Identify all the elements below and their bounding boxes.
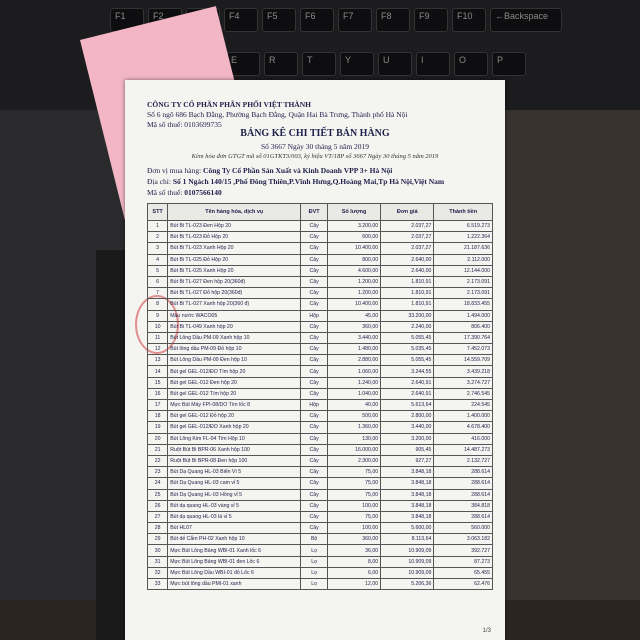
row-quantity: 500,00 bbox=[327, 411, 380, 422]
row-quantity: 100,00 bbox=[327, 523, 380, 534]
keyboard-key: F9 bbox=[414, 8, 448, 32]
row-item-name: Bút Bi TL-025 Đỏ Hộp 20 bbox=[168, 254, 301, 265]
row-item-name: Bút Dạ Quang HL-03 Hồng vỉ 5 bbox=[168, 489, 301, 500]
row-unit: Cây bbox=[301, 332, 328, 343]
table-row bbox=[148, 366, 493, 377]
row-amount: 2.173.091 bbox=[434, 276, 493, 287]
row-quantity: 10.400,00 bbox=[327, 243, 380, 254]
row-unit: Lọ bbox=[301, 556, 328, 567]
row-unit-price: 10.909,09 bbox=[381, 556, 434, 567]
row-unit-price: 10.909,09 bbox=[381, 545, 434, 556]
keyboard-key: F8 bbox=[376, 8, 410, 32]
row-unit-price: 2.037,27 bbox=[381, 243, 434, 254]
table-row bbox=[148, 344, 493, 355]
row-unit-price: 1.810,91 bbox=[381, 299, 434, 310]
sales-detail-sheet bbox=[125, 80, 505, 640]
desk-surface bbox=[490, 110, 640, 640]
table-row bbox=[148, 444, 493, 455]
invoice-reference: Kèm hóa đơn GTGT mã số 01GTKT3/003, ký hiệu VT/18P số 3667 Ngày 30 tháng 5 năm 2019 bbox=[191, 153, 439, 160]
row-unit-price: 2.037,27 bbox=[381, 232, 434, 243]
row-amount: 3.274.727 bbox=[434, 377, 493, 388]
row-unit: Cây bbox=[301, 366, 328, 377]
row-item-name: Bút gel GEL-012 Đỏ hộp 20 bbox=[168, 411, 301, 422]
row-amount: 2.746.545 bbox=[434, 388, 493, 399]
row-unit: Cây bbox=[301, 355, 328, 366]
row-stt: 7 bbox=[148, 288, 168, 299]
row-amount: 4.678.400 bbox=[434, 422, 493, 433]
row-amount: 288.614 bbox=[434, 478, 493, 489]
row-unit: Hộp bbox=[301, 400, 328, 411]
table-row bbox=[148, 579, 493, 590]
row-amount: 7.452.073 bbox=[434, 344, 493, 355]
row-stt: 6 bbox=[148, 276, 168, 287]
table-row bbox=[148, 243, 493, 254]
row-item-name: Bút Lông Kim FL-04 Tím Hộp 10 bbox=[168, 433, 301, 444]
keyboard-key: P bbox=[492, 52, 526, 76]
row-stt: 22 bbox=[148, 455, 168, 466]
row-item-name: Bút Lông Dầu PM-09 Đen hộp 10 bbox=[168, 355, 301, 366]
row-item-name: Bút gel GEL-012 Đen hộp 20 bbox=[168, 377, 301, 388]
table-row bbox=[148, 433, 493, 444]
row-quantity: 12,00 bbox=[327, 579, 380, 590]
document-title: BẢNG KÊ CHI TIẾT BÁN HÀNG bbox=[240, 128, 390, 139]
row-amount: 2.173.091 bbox=[434, 288, 493, 299]
table-row bbox=[148, 377, 493, 388]
table-row bbox=[148, 388, 493, 399]
row-stt: 27 bbox=[148, 511, 168, 522]
row-quantity: 1.060,00 bbox=[327, 366, 380, 377]
row-stt: 25 bbox=[148, 489, 168, 500]
row-amount: 62.476 bbox=[434, 579, 493, 590]
row-unit: Cây bbox=[301, 221, 328, 232]
row-unit: Cây bbox=[301, 523, 328, 534]
row-unit: Cây bbox=[301, 511, 328, 522]
row-quantity: 6,00 bbox=[327, 567, 380, 578]
row-quantity: 2.300,00 bbox=[327, 455, 380, 466]
row-unit-price: 2.640,91 bbox=[381, 377, 434, 388]
row-unit: Cây bbox=[301, 344, 328, 355]
row-quantity: 36,00 bbox=[327, 545, 380, 556]
row-unit-price: 2.240,00 bbox=[381, 321, 434, 332]
table-header-row bbox=[148, 204, 493, 221]
row-amount: 224.545 bbox=[434, 400, 493, 411]
row-item-name: Bút Bi TL-023 Đen Hộp 20 bbox=[168, 221, 301, 232]
row-stt: 17 bbox=[148, 400, 168, 411]
table-row bbox=[148, 534, 493, 545]
row-unit-price: 1.810,91 bbox=[381, 288, 434, 299]
row-unit: Cây bbox=[301, 388, 328, 399]
row-stt: 20 bbox=[148, 433, 168, 444]
row-stt: 29 bbox=[148, 534, 168, 545]
row-item-name: Mực Bút Máy FPI-08/DO Tím lốc 8 bbox=[168, 400, 301, 411]
table-row bbox=[148, 310, 493, 321]
keyboard-key: F4 bbox=[224, 8, 258, 32]
buyer-unit-name: Công Ty Cổ Phần Sản Xuất và Kinh Doanh VPP 3+ Hà Nội bbox=[203, 166, 393, 175]
company-address: Số 6 ngõ 686 Bạch Đằng, Phường Bạch Đằng, Quận Hai Bà Trưng, Thành phố Hà Nội bbox=[147, 110, 408, 119]
table-row bbox=[148, 232, 493, 243]
row-unit: Hộp bbox=[301, 310, 328, 321]
row-item-name: Bút lông dầu PM-09 Đỏ hộp 10 bbox=[168, 344, 301, 355]
row-amount: 384.818 bbox=[434, 500, 493, 511]
row-amount: 17.390.764 bbox=[434, 332, 493, 343]
row-unit-price: 2.800,00 bbox=[381, 411, 434, 422]
table-row bbox=[148, 422, 493, 433]
col-header-name: Tên hàng hóa, dịch vụ bbox=[168, 204, 301, 221]
row-unit-price: 2.640,00 bbox=[381, 265, 434, 276]
row-unit-price: 3.848,18 bbox=[381, 467, 434, 478]
row-unit: Cây bbox=[301, 243, 328, 254]
table-row bbox=[148, 489, 493, 500]
table-row bbox=[148, 288, 493, 299]
row-unit-price: 927,27 bbox=[381, 455, 434, 466]
row-amount: 1.494.000 bbox=[434, 310, 493, 321]
row-quantity: 4.600,00 bbox=[327, 265, 380, 276]
row-amount: 288.614 bbox=[434, 467, 493, 478]
table-row bbox=[148, 276, 493, 287]
col-header-quantity: Số lượng bbox=[327, 204, 380, 221]
col-header-unit: ĐVT bbox=[301, 204, 328, 221]
row-unit: Lọ bbox=[301, 579, 328, 590]
row-unit: Cây bbox=[301, 467, 328, 478]
row-stt: 3 bbox=[148, 243, 168, 254]
row-quantity: 3.200,00 bbox=[327, 221, 380, 232]
row-unit-price: 2.037,27 bbox=[381, 221, 434, 232]
row-amount: 21.187.636 bbox=[434, 243, 493, 254]
col-header-stt: STT bbox=[148, 204, 168, 221]
row-quantity: 75,00 bbox=[327, 478, 380, 489]
row-stt: 15 bbox=[148, 377, 168, 388]
row-stt: 14 bbox=[148, 366, 168, 377]
row-stt: 30 bbox=[148, 545, 168, 556]
document-number-date: Số 3667 Ngày 30 tháng 5 năm 2019 bbox=[260, 142, 370, 151]
row-quantity: 75,00 bbox=[327, 467, 380, 478]
row-stt: 1 bbox=[148, 221, 168, 232]
row-quantity: 75,00 bbox=[327, 489, 380, 500]
row-unit: Cây bbox=[301, 500, 328, 511]
buyer-address-label: Địa chỉ: bbox=[147, 177, 171, 186]
row-unit: Cây bbox=[301, 276, 328, 287]
row-item-name: Bút Dạ Quang HL-03 Biển Vì 5 bbox=[168, 467, 301, 478]
table-row bbox=[148, 556, 493, 567]
row-unit: Lọ bbox=[301, 567, 328, 578]
row-amount: 288.614 bbox=[434, 489, 493, 500]
row-item-name: Bút Bi TL-027 Đen hộp 20(360đ) bbox=[168, 276, 301, 287]
row-quantity: 10.400,00 bbox=[327, 299, 380, 310]
row-item-name: Bút Dạ Quang HL-03 cam vỉ 5 bbox=[168, 478, 301, 489]
row-item-name: Mực Bút Lông Bảng WBI-01 Xanh lốc 6 bbox=[168, 545, 301, 556]
row-unit-price: 3.848,18 bbox=[381, 511, 434, 522]
row-unit: Cây bbox=[301, 288, 328, 299]
row-stt: 9 bbox=[148, 310, 168, 321]
row-amount: 12.144.000 bbox=[434, 265, 493, 276]
row-amount: 87.273 bbox=[434, 556, 493, 567]
row-unit-price: 3.200,00 bbox=[381, 433, 434, 444]
row-stt: 23 bbox=[148, 467, 168, 478]
row-unit: Cây bbox=[301, 478, 328, 489]
keyboard-key: U bbox=[378, 52, 412, 76]
table-row bbox=[148, 321, 493, 332]
keyboard-key: E bbox=[226, 52, 260, 76]
buyer-unit-label: Đơn vị mua hàng: bbox=[147, 166, 202, 175]
col-header-amount: Thành tiền bbox=[434, 204, 493, 221]
keyboard-key: ←Backspace bbox=[490, 8, 562, 32]
row-unit: Cây bbox=[301, 321, 328, 332]
row-quantity: 40,00 bbox=[327, 400, 380, 411]
row-amount: 3.063.182 bbox=[434, 534, 493, 545]
keyboard-key: R bbox=[264, 52, 298, 76]
keyboard-key: F1 bbox=[110, 8, 144, 32]
row-unit-price: 8.113,64 bbox=[381, 534, 434, 545]
table-row bbox=[148, 523, 493, 534]
table-row bbox=[148, 221, 493, 232]
row-unit: Cây bbox=[301, 265, 328, 276]
row-amount: 3.439.218 bbox=[434, 366, 493, 377]
row-item-name: Bút dạ quang HL-03 vàng vỉ 5 bbox=[168, 500, 301, 511]
company-tax-code: Mã số thuế: 0103699735 bbox=[147, 120, 222, 129]
row-stt: 31 bbox=[148, 556, 168, 567]
keyboard-key: Y bbox=[340, 52, 374, 76]
table-row bbox=[148, 400, 493, 411]
row-unit: Bộ bbox=[301, 534, 328, 545]
row-item-name: Bút gel GEL-012/ĐO Tím hộp 20 bbox=[168, 366, 301, 377]
table-row bbox=[148, 467, 493, 478]
keyboard-key: F7 bbox=[338, 8, 372, 32]
buyer-tax-code: 0107566140 bbox=[184, 188, 222, 197]
row-quantity: 45,00 bbox=[327, 310, 380, 321]
row-stt: 21 bbox=[148, 444, 168, 455]
buyer-tax-label: Mã số thuế: bbox=[147, 188, 183, 197]
row-stt: 8 bbox=[148, 299, 168, 310]
table-row bbox=[148, 567, 493, 578]
items-table bbox=[147, 203, 493, 590]
row-item-name: Bút HL07 bbox=[168, 523, 301, 534]
row-stt: 10 bbox=[148, 321, 168, 332]
keyboard-key: T bbox=[302, 52, 336, 76]
table-row bbox=[148, 332, 493, 343]
row-unit-price: 3.440,00 bbox=[381, 422, 434, 433]
row-item-name: Ruột Bút Bi BPR-06 Xanh hộp 100 bbox=[168, 444, 301, 455]
table-row bbox=[148, 511, 493, 522]
row-unit: Lọ bbox=[301, 545, 328, 556]
row-quantity: 2.880,00 bbox=[327, 355, 380, 366]
keyboard-key: I bbox=[416, 52, 450, 76]
row-quantity: 1.200,00 bbox=[327, 288, 380, 299]
row-quantity: 360,00 bbox=[327, 321, 380, 332]
row-unit-price: 3.848,18 bbox=[381, 500, 434, 511]
row-stt: 13 bbox=[148, 355, 168, 366]
row-quantity: 360,00 bbox=[327, 534, 380, 545]
row-unit-price: 3.244,55 bbox=[381, 366, 434, 377]
row-unit: Cây bbox=[301, 232, 328, 243]
row-stt: 32 bbox=[148, 567, 168, 578]
row-unit-price: 5.035,45 bbox=[381, 344, 434, 355]
row-stt: 24 bbox=[148, 478, 168, 489]
row-quantity: 600,00 bbox=[327, 232, 380, 243]
row-item-name: Bút Bi TL-023 Xanh Hộp 20 bbox=[168, 243, 301, 254]
keyboard-key: F6 bbox=[300, 8, 334, 32]
row-quantity: 1.480,00 bbox=[327, 344, 380, 355]
company-name: CÔNG TY CỔ PHẦN PHÂN PHỐI VIỆT THÀNH bbox=[147, 100, 311, 109]
row-unit-price: 905,45 bbox=[381, 444, 434, 455]
row-item-name: Màu nước WACO05 bbox=[168, 310, 301, 321]
row-stt: 19 bbox=[148, 422, 168, 433]
keyboard-key: F5 bbox=[262, 8, 296, 32]
row-quantity: 1.360,00 bbox=[327, 422, 380, 433]
table-row bbox=[148, 478, 493, 489]
table-row bbox=[148, 265, 493, 276]
row-amount: 18.833.455 bbox=[434, 299, 493, 310]
row-stt: 33 bbox=[148, 579, 168, 590]
row-quantity: 130,00 bbox=[327, 433, 380, 444]
row-unit: Cây bbox=[301, 299, 328, 310]
row-amount: 6.519.273 bbox=[434, 221, 493, 232]
table-row bbox=[148, 254, 493, 265]
row-unit-price: 3.848,18 bbox=[381, 489, 434, 500]
row-quantity: 100,00 bbox=[327, 500, 380, 511]
row-item-name: Ruột Bút Bi BPR-08 Đen hộp 100 bbox=[168, 455, 301, 466]
buyer-tax bbox=[147, 188, 222, 197]
row-amount: 560.000 bbox=[434, 523, 493, 534]
col-header-price: Đơn giá bbox=[381, 204, 434, 221]
row-quantity: 1.040,00 bbox=[327, 388, 380, 399]
row-unit: Cây bbox=[301, 411, 328, 422]
row-item-name: Bút Bi TL-049 Xanh hộp 20 bbox=[168, 321, 301, 332]
row-quantity: 1.240,00 bbox=[327, 377, 380, 388]
page-number: 1/3 bbox=[482, 628, 491, 634]
row-unit-price: 33.200,00 bbox=[381, 310, 434, 321]
keyboard-key: F2 bbox=[148, 8, 182, 32]
row-item-name: Bút gel GEL-012/ĐO Xanh hộp 20 bbox=[168, 422, 301, 433]
row-amount: 392.727 bbox=[434, 545, 493, 556]
row-unit-price: 5.613,64 bbox=[381, 400, 434, 411]
row-quantity: 16.000,00 bbox=[327, 444, 380, 455]
row-amount: 14.559.709 bbox=[434, 355, 493, 366]
buyer-address bbox=[147, 177, 444, 186]
row-amount: 416.000 bbox=[434, 433, 493, 444]
table-row bbox=[148, 411, 493, 422]
row-item-name: Bút Lông Dầu PM-09 Xanh hộp 10 bbox=[168, 332, 301, 343]
table-row bbox=[148, 545, 493, 556]
row-amount: 806.400 bbox=[434, 321, 493, 332]
row-item-name: Bút Bi TL-023 Đỏ Hộp 20 bbox=[168, 232, 301, 243]
row-unit: Cây bbox=[301, 254, 328, 265]
row-stt: 26 bbox=[148, 500, 168, 511]
row-item-name: Bút gel GEL-012 Tím hộp 20 bbox=[168, 388, 301, 399]
row-unit: Cây bbox=[301, 455, 328, 466]
row-item-name: Mực bút lông dầu PMI-01 xanh bbox=[168, 579, 301, 590]
row-stt: 5 bbox=[148, 265, 168, 276]
row-quantity: 3.440,00 bbox=[327, 332, 380, 343]
row-unit-price: 1.810,91 bbox=[381, 276, 434, 287]
row-unit: Cây bbox=[301, 422, 328, 433]
row-unit: Cây bbox=[301, 433, 328, 444]
row-unit: Cây bbox=[301, 489, 328, 500]
row-amount: 65.455 bbox=[434, 567, 493, 578]
row-stt: 4 bbox=[148, 254, 168, 265]
buyer-unit bbox=[147, 166, 392, 175]
table-row bbox=[148, 455, 493, 466]
row-unit-price: 2.640,00 bbox=[381, 254, 434, 265]
row-stt: 11 bbox=[148, 332, 168, 343]
row-unit: Cây bbox=[301, 444, 328, 455]
row-unit-price: 5.055,45 bbox=[381, 355, 434, 366]
row-amount: 2.112.000 bbox=[434, 254, 493, 265]
row-stt: 2 bbox=[148, 232, 168, 243]
row-item-name: Bút Bi TL-027 Xanh hộp 20(360 đ) bbox=[168, 299, 301, 310]
row-stt: 18 bbox=[148, 411, 168, 422]
row-unit-price: 5.600,00 bbox=[381, 523, 434, 534]
row-stt: 28 bbox=[148, 523, 168, 534]
row-item-name: Bút dạ quang HL-03 lá vỉ 5 bbox=[168, 511, 301, 522]
row-amount: 288.614 bbox=[434, 511, 493, 522]
row-quantity: 800,00 bbox=[327, 254, 380, 265]
table-row bbox=[148, 355, 493, 366]
row-unit: Cây bbox=[301, 377, 328, 388]
row-quantity: 75,00 bbox=[327, 511, 380, 522]
buyer-address-value: Số 1 Ngách 140/15 ,Phố Đông Thiên,P.Vĩnh Hưng,Q.Hoàng Mai,Tp Hà Nội,Việt Nam bbox=[172, 177, 445, 186]
row-item-name: Bút Bi TL-027 Đỏ hộp 20(360đ) bbox=[168, 288, 301, 299]
row-quantity: 8,00 bbox=[327, 556, 380, 567]
row-unit-price: 2.640,91 bbox=[381, 388, 434, 399]
row-unit-price: 5.206,36 bbox=[381, 579, 434, 590]
row-stt: 12 bbox=[148, 344, 168, 355]
row-amount: 2.132.727 bbox=[434, 455, 493, 466]
row-quantity: 1.200,00 bbox=[327, 276, 380, 287]
keyboard-key: F10 bbox=[452, 8, 486, 32]
row-unit-price: 5.055,45 bbox=[381, 332, 434, 343]
row-item-name: Bút dế Cắm PH-02 Xanh hộp 10 bbox=[168, 534, 301, 545]
table-row bbox=[148, 500, 493, 511]
row-item-name: Mực Bút Lông Bảng WBI-01 đen Lốc 6 bbox=[168, 556, 301, 567]
keyboard-key: O bbox=[454, 52, 488, 76]
row-amount: 1.400.000 bbox=[434, 411, 493, 422]
row-amount: 14.487.273 bbox=[434, 444, 493, 455]
row-item-name: Bút Bi TL-025 Xanh Hộp 20 bbox=[168, 265, 301, 276]
row-item-name: Mực Bút Lông Dầu WBI-01 đỏ Lốc 6 bbox=[168, 567, 301, 578]
row-stt: 16 bbox=[148, 388, 168, 399]
table-row bbox=[148, 299, 493, 310]
row-unit-price: 10.909,09 bbox=[381, 567, 434, 578]
row-unit-price: 3.848,18 bbox=[381, 478, 434, 489]
row-amount: 1.222.364 bbox=[434, 232, 493, 243]
